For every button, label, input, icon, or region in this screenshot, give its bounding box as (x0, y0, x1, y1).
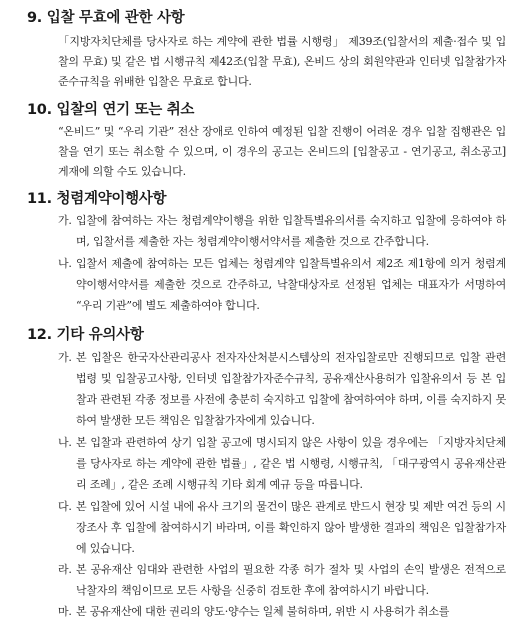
section-12-title: 12. 기타 유의사항 (27, 327, 144, 343)
list-item-text: 본 입찰과 관련하여 상기 입찰 공고에 명시되지 않은 사항이 있을 경우에는 「지방자치단체를 당사자로 하는 계약에 관한 법률」, 같은 법 시행령, 시행규칙, 「대구광역시 공유재산관리 조례」, 같은 조례 시행규칙 기타 회계 예규 등을 따릅니다. (76, 436, 506, 491)
list-item (58, 559, 506, 601)
list-item (58, 601, 506, 622)
list-item (58, 496, 506, 559)
list-item-text: 입찰서 제출에 참여하는 모든 업체는 청렴계약 입찰특별유의서 제2조 제1항에 의거 청렴계약이행서약서를 제출한 것으로 간주하고, 낙찰대상자로 선정된 업체는 대표자가 서명하여 “우리 기관”에 별도 제출하여야 합니다. (76, 257, 506, 312)
section-10-paragraph: “온비드” 및 “우리 기관” 전산 장애로 인하여 예정된 입찰 진행이 어려운 경우 입찰 집행관은 입찰을 연기 또는 취소할 수 있으며, 이 경우의 공고는 온비드의 [입찰공고 - 연기공고, 취소공고] 게재에 의할 수도 있습니다. (58, 125, 506, 178)
section-9-title: 9. 입찰 무효에 관한 사항 (27, 10, 185, 26)
section-11-title: 11. 청렴계약이행사항 (27, 191, 167, 207)
list-item-text: 본 입찰에 있어 시설 내에 유사 크기의 물건이 많은 관계로 반드시 현장 및 제반 여건 등의 시장조사 후 입찰에 참여하시기 바라며, 이를 확인하지 않아 발생한 결과의 책임은 입찰참가자에 있습니다. (76, 500, 506, 555)
list-item-text: 입찰에 참여하는 자는 청렴계약이행을 위한 입찰특별유의서를 숙지하고 입찰에 응하여야 하며, 입찰서를 제출한 자는 청렴계약이행서약서를 제출한 것으로 간주합니다. (76, 214, 506, 248)
list-item (58, 210, 506, 252)
section-10-title: 10. 입찰의 연기 또는 취소 (27, 102, 195, 118)
list-item (58, 347, 506, 431)
list-item-text: 본 공유재산 임대와 관련한 사업의 필요한 각종 허가 절차 및 사업의 손익 발생은 전적으로 낙찰자의 책임이므로 모든 사항을 신중히 검토한 후에 참여하시기 바랍니다. (76, 563, 506, 597)
list-marker: 가. (58, 214, 72, 227)
list-marker: 나. (58, 436, 72, 449)
section-9-paragraph: 「지방자치단체를 당사자로 하는 계약에 관한 법률 시행령」 제39조(입찰서의 제출·접수 및 입찰의 무효) 및 같은 법 시행규칙 제42조(입찰 무효), 온비드 상의 회원약관과 인터넷 입찰참가자 준수규칙을 위배한 입찰은 무효로 합니다. (58, 35, 506, 88)
list-marker: 라. (58, 563, 72, 576)
list-item (58, 432, 506, 495)
list-marker: 가. (58, 351, 72, 364)
list-marker: 나. (58, 257, 72, 270)
list-marker: 다. (58, 500, 72, 513)
list-item-text: 본 입찰은 한국자산관리공사 전자자산처분시스템상의 전자입찰로만 진행되므로 입찰 관련 법령 및 입찰공고사항, 인터넷 입찰참가자준수규칙, 공유재산사용허가 입찰유의서 등 본 입찰과 관련된 각종 정보를 사전에 충분히 숙지하고 입찰에 참여하여야 하며, 이를 숙지하지 못하여 발생한 모든 책임은 입찰참가자에게 있습니다. (76, 351, 506, 427)
list-item (58, 253, 506, 316)
list-marker: 마. (58, 605, 72, 618)
list-item-text: 본 공유재산에 대한 권리의 양도·양수는 일체 불허하며, 위반 시 사용허가 취소를 (76, 605, 450, 618)
